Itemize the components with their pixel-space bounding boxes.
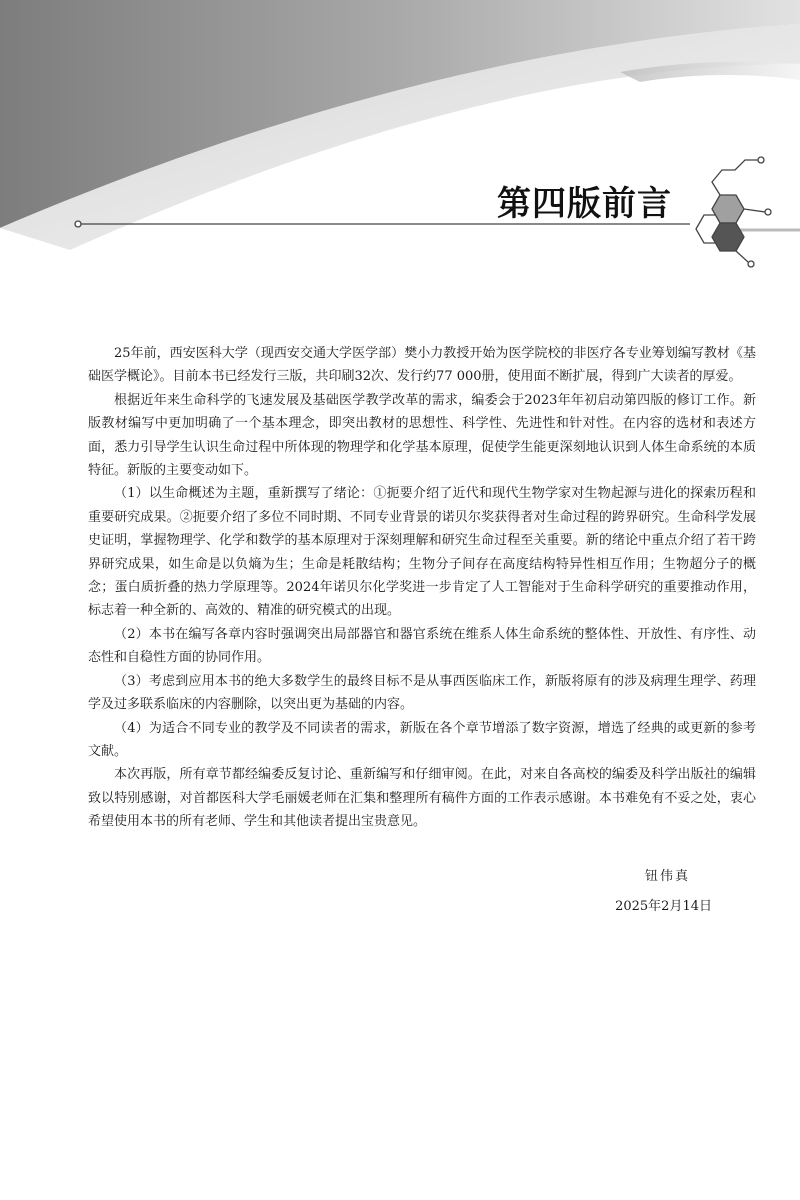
paragraph: 25年前，西安医科大学（现西安交通大学医学部）樊小力教授开始为医学院校的非医疗各专业筹划编写教材《基础医学概论》。目前本书已经发行三版，共印刷32次、发行约77 000册，使用面不断扩展，得到广大读者的厚爱。 [88, 346, 756, 385]
preface-body [88, 342, 756, 834]
paragraph: 本次再版，所有章节都经编委反复讨论、重新编写和仔细审阅。在此，对来自各高校的编委及科学出版社的编辑致以特别感谢，对首都医科大学毛丽媛老师在汇集和整理所有稿件方面的工作表示感谢。本书难免有不妥之处，衷心希望使用本书的所有老师、学生和其他读者提出宝贵意见。 [88, 767, 756, 830]
molecule-hexagon-icon [696, 157, 771, 267]
signature-date: 2025年2月14日 [615, 899, 712, 914]
author-name: 钮伟真 [644, 869, 690, 884]
paragraph: （1）以生命概述为主题，重新撰写了绪论：①扼要介绍了近代和现代生物学家对生物起源与进化的探索历程和重要研究成果。②扼要介绍了多位不同时期、不同专业背景的诺贝尔奖获得者对生命过程的跨界研究。生命科学发展史证明，掌握物理学、化学和数学的基本原理对于深刻理解和研究生命过程至关重要。新的绪论中重点介绍了若干跨界研究成果，如生命是以负熵为生；生命是耗散结构；生物分子间存在高度结构特异性相互作用；生物超分子的概念；蛋白质折叠的热力学原理等。2024年诺贝尔化学奖进一步肯定了人工智能对于生命科学研究的重要推动作用，标志着一种全新的、高效的、精准的研究模式的出现。 [88, 486, 756, 619]
paragraph: 根据近年来生命科学的飞速发展及基础医学教学改革的需求，编委会于2023年年初启动第四版的修订工作。新版教材编写中更加明确了一个基本理念，即突出教材的思想性、科学性、先进性和针对性。在内容的选材和表述方面，悉力引导学生认识生命过程中所体现的物理学和化学基本原理，促使学生能更深刻地认识到人体生命系统的本质特征。新版的主要变动如下。 [88, 392, 756, 479]
signature-block [615, 866, 712, 918]
header-decoration [0, 0, 800, 280]
paragraph: （3）考虑到应用本书的绝大多数学生的最终目标不是从事西医临床工作，新版将原有的涉及病理生理学、药理学及过多联系临床的内容删除，以突出更为基础的内容。 [88, 673, 756, 713]
paragraph: （2）本书在编写各章内容时强调突出局部器官和器官系统在维系人体生命系统的整体性、开放性、有序性、动态性和自稳性方面的协同作用。 [88, 626, 756, 666]
page-title: 第四版前言 [497, 184, 672, 224]
rule-dot [75, 221, 81, 227]
paragraph: （4）为适合不同专业的教学及不同读者的需求，新版在各个章节增添了数字资源，增选了经典的或更新的参考文献。 [88, 720, 756, 759]
